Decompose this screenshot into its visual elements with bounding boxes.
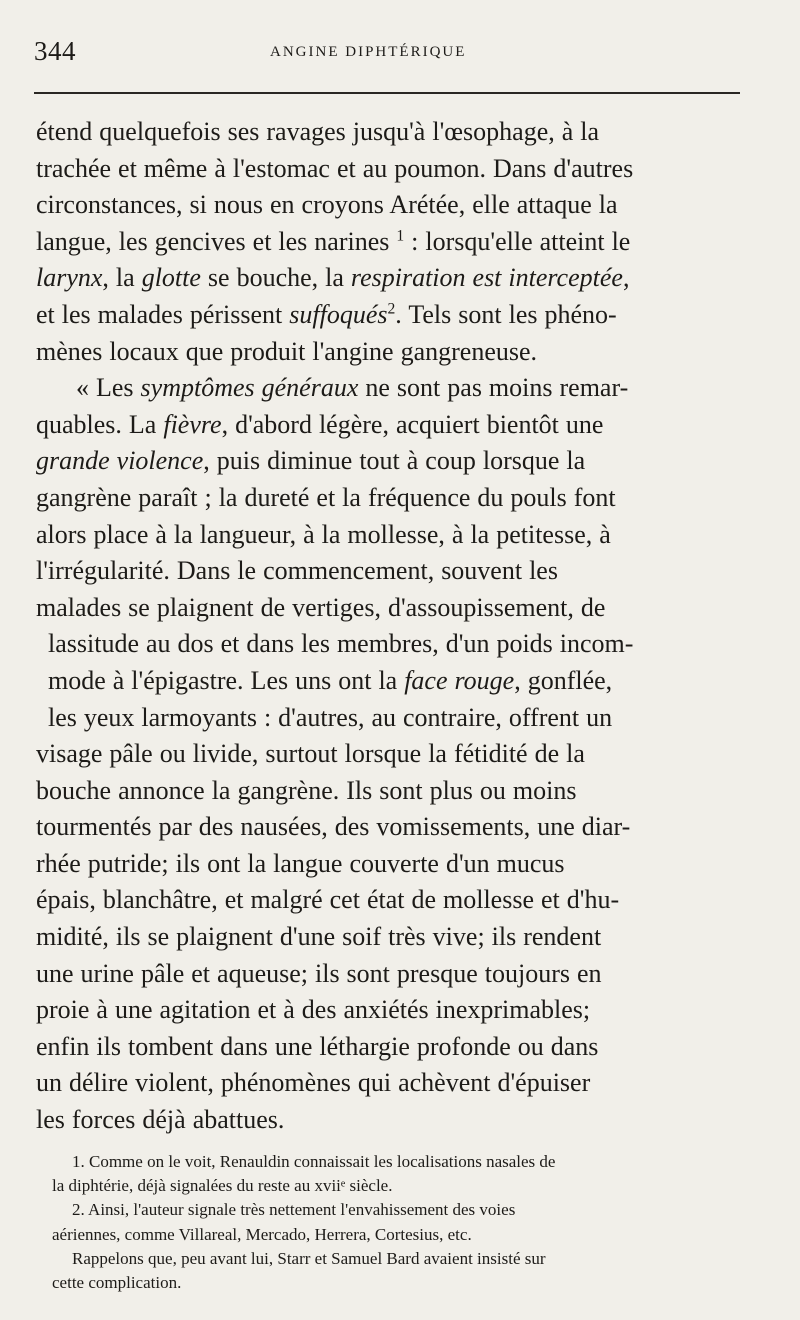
footnote-line: Rappelons que, peu avant lui, Starr et Samuel Bard avaient insisté sur <box>72 1248 546 1268</box>
text-run: se bouche, la <box>200 263 351 293</box>
text-run: : lorsqu'elle atteint le <box>404 226 631 256</box>
text-run: épais, blanchâtre, et malgré cet état de mollesse et d'hu- <box>36 885 620 915</box>
text-run: une urine pâle et aqueuse; ils sont presque toujours en <box>36 958 602 988</box>
text-run: circonstances, si nous en croyons Arétée, elle attaque la <box>36 190 618 220</box>
body-line <box>36 1065 758 1102</box>
footnotes <box>52 1150 768 1295</box>
body-line <box>36 956 758 993</box>
body-line <box>36 700 758 737</box>
text-run: , d'abord légère, acquiert bientôt une <box>221 409 604 439</box>
body-line <box>36 992 758 1029</box>
footnote-ref: 1 <box>396 227 405 245</box>
text-run: , puis diminue tout à coup lorsque la <box>203 446 586 476</box>
text-run: gangrène paraît ; la dureté et la fréquence du pouls font <box>36 482 616 512</box>
text-run: visage pâle ou livide, surtout lorsque la fétidité de la <box>36 739 585 769</box>
body-line <box>36 517 758 554</box>
text-run: les forces déjà abattues. <box>36 1105 285 1135</box>
body-line <box>36 773 758 810</box>
text-run: un délire violent, phénomènes qui achèvent d'épuiser <box>36 1068 591 1098</box>
body-line <box>36 809 758 846</box>
footnote-line: 1. Comme on le voit, Renauldin connaissait les localisations nasales de <box>72 1152 556 1171</box>
running-title: ANGINE DIPHTÉRIQUE <box>270 44 467 60</box>
text-run: rhée putride; ils ont la langue couverte d'un mucus <box>36 848 565 878</box>
text-run: . Tels sont les phéno- <box>395 299 617 329</box>
italic-text: respiration est interceptée <box>350 263 623 293</box>
text-run: et les malades périssent <box>36 299 290 329</box>
body-line <box>36 370 758 407</box>
text-run: trachée et même à l'estomac et au poumon. Dans d'autres <box>36 153 634 183</box>
body-line <box>36 407 758 444</box>
text-run: les yeux larmoyants : d'autres, au contraire, offrent un <box>48 702 613 732</box>
text-run: bouche annonce la gangrène. Ils sont plus ou moins <box>36 775 577 805</box>
body-line <box>36 590 758 627</box>
body-line <box>36 187 758 224</box>
body-line <box>36 224 758 261</box>
body-line <box>36 626 758 663</box>
body-line <box>36 480 758 517</box>
text-run: étend quelquefois ses ravages jusqu'à l'œsophage, à la <box>36 117 600 146</box>
text-run: enfin ils tombent dans une léthargie profonde ou dans <box>36 1031 599 1061</box>
body-line <box>36 882 758 919</box>
body-line <box>36 1029 758 1066</box>
text-run: lassitude au dos et dans les membres, d'un poids incom- <box>48 629 634 659</box>
italic-text: larynx <box>36 263 103 293</box>
text-run: « Les <box>76 373 141 403</box>
footnote-ref: 2 <box>387 300 396 318</box>
footnote-line: cette complication. <box>52 1272 182 1292</box>
text-run: l'irrégularité. Dans le commencement, souvent les <box>36 556 558 586</box>
text-run: quables. La <box>36 409 164 439</box>
text-run: , gonflée, <box>514 665 613 695</box>
body-line <box>36 297 758 334</box>
text-run: malades se plaignent de vertiges, d'assoupissement, de <box>36 592 606 622</box>
italic-text: face rouge <box>404 665 515 695</box>
body-line <box>36 443 758 480</box>
header-rule <box>34 92 740 94</box>
body-text <box>36 114 758 1139</box>
text-run: , <box>622 263 630 293</box>
text-run: mènes locaux que produit l'angine gangreneuse. <box>36 336 538 366</box>
body-line <box>36 919 758 956</box>
text-run: alors place à la langueur, à la mollesse, à la petitesse, à <box>36 519 611 549</box>
italic-text: symptômes généraux <box>140 373 359 403</box>
text-run: proie à une agitation et à des anxiétés inexprimables; <box>36 995 591 1025</box>
body-line <box>36 334 758 371</box>
italic-text: grande violence <box>36 446 204 476</box>
page-number: 344 <box>34 36 76 66</box>
body-line <box>36 736 758 773</box>
running-head <box>34 36 760 68</box>
text-run: midité, ils se plaignent d'une soif très vive; ils rendent <box>36 922 602 952</box>
text-run: ne sont pas moins remar- <box>358 373 629 403</box>
italic-text: fièvre <box>163 409 222 439</box>
text-run: langue, les gencives et les narines <box>36 226 397 256</box>
body-line <box>36 553 758 590</box>
body-line <box>36 1102 758 1139</box>
footnote-line: aériennes, comme Villareal, Mercado, Herrera, Cortesius, etc. <box>52 1224 472 1244</box>
body-line <box>36 151 758 188</box>
text-run: mode à l'épigastre. Les uns ont la <box>48 665 405 695</box>
body-line <box>36 260 758 297</box>
body-line <box>36 663 758 700</box>
text-run: , la <box>102 263 142 293</box>
text-run: tourmentés par des nausées, des vomissements, une diar- <box>36 812 631 842</box>
footnote-line: 2. Ainsi, l'auteur signale très nettement l'envahissement des voies <box>72 1200 516 1220</box>
italic-text: glotte <box>141 263 201 293</box>
body-line <box>36 114 758 151</box>
italic-text: suffoqués <box>289 299 388 329</box>
footnote-line: la diphtérie, déjà signalées du reste au xviiᵉ siècle. <box>52 1176 393 1196</box>
body-line <box>36 846 758 883</box>
